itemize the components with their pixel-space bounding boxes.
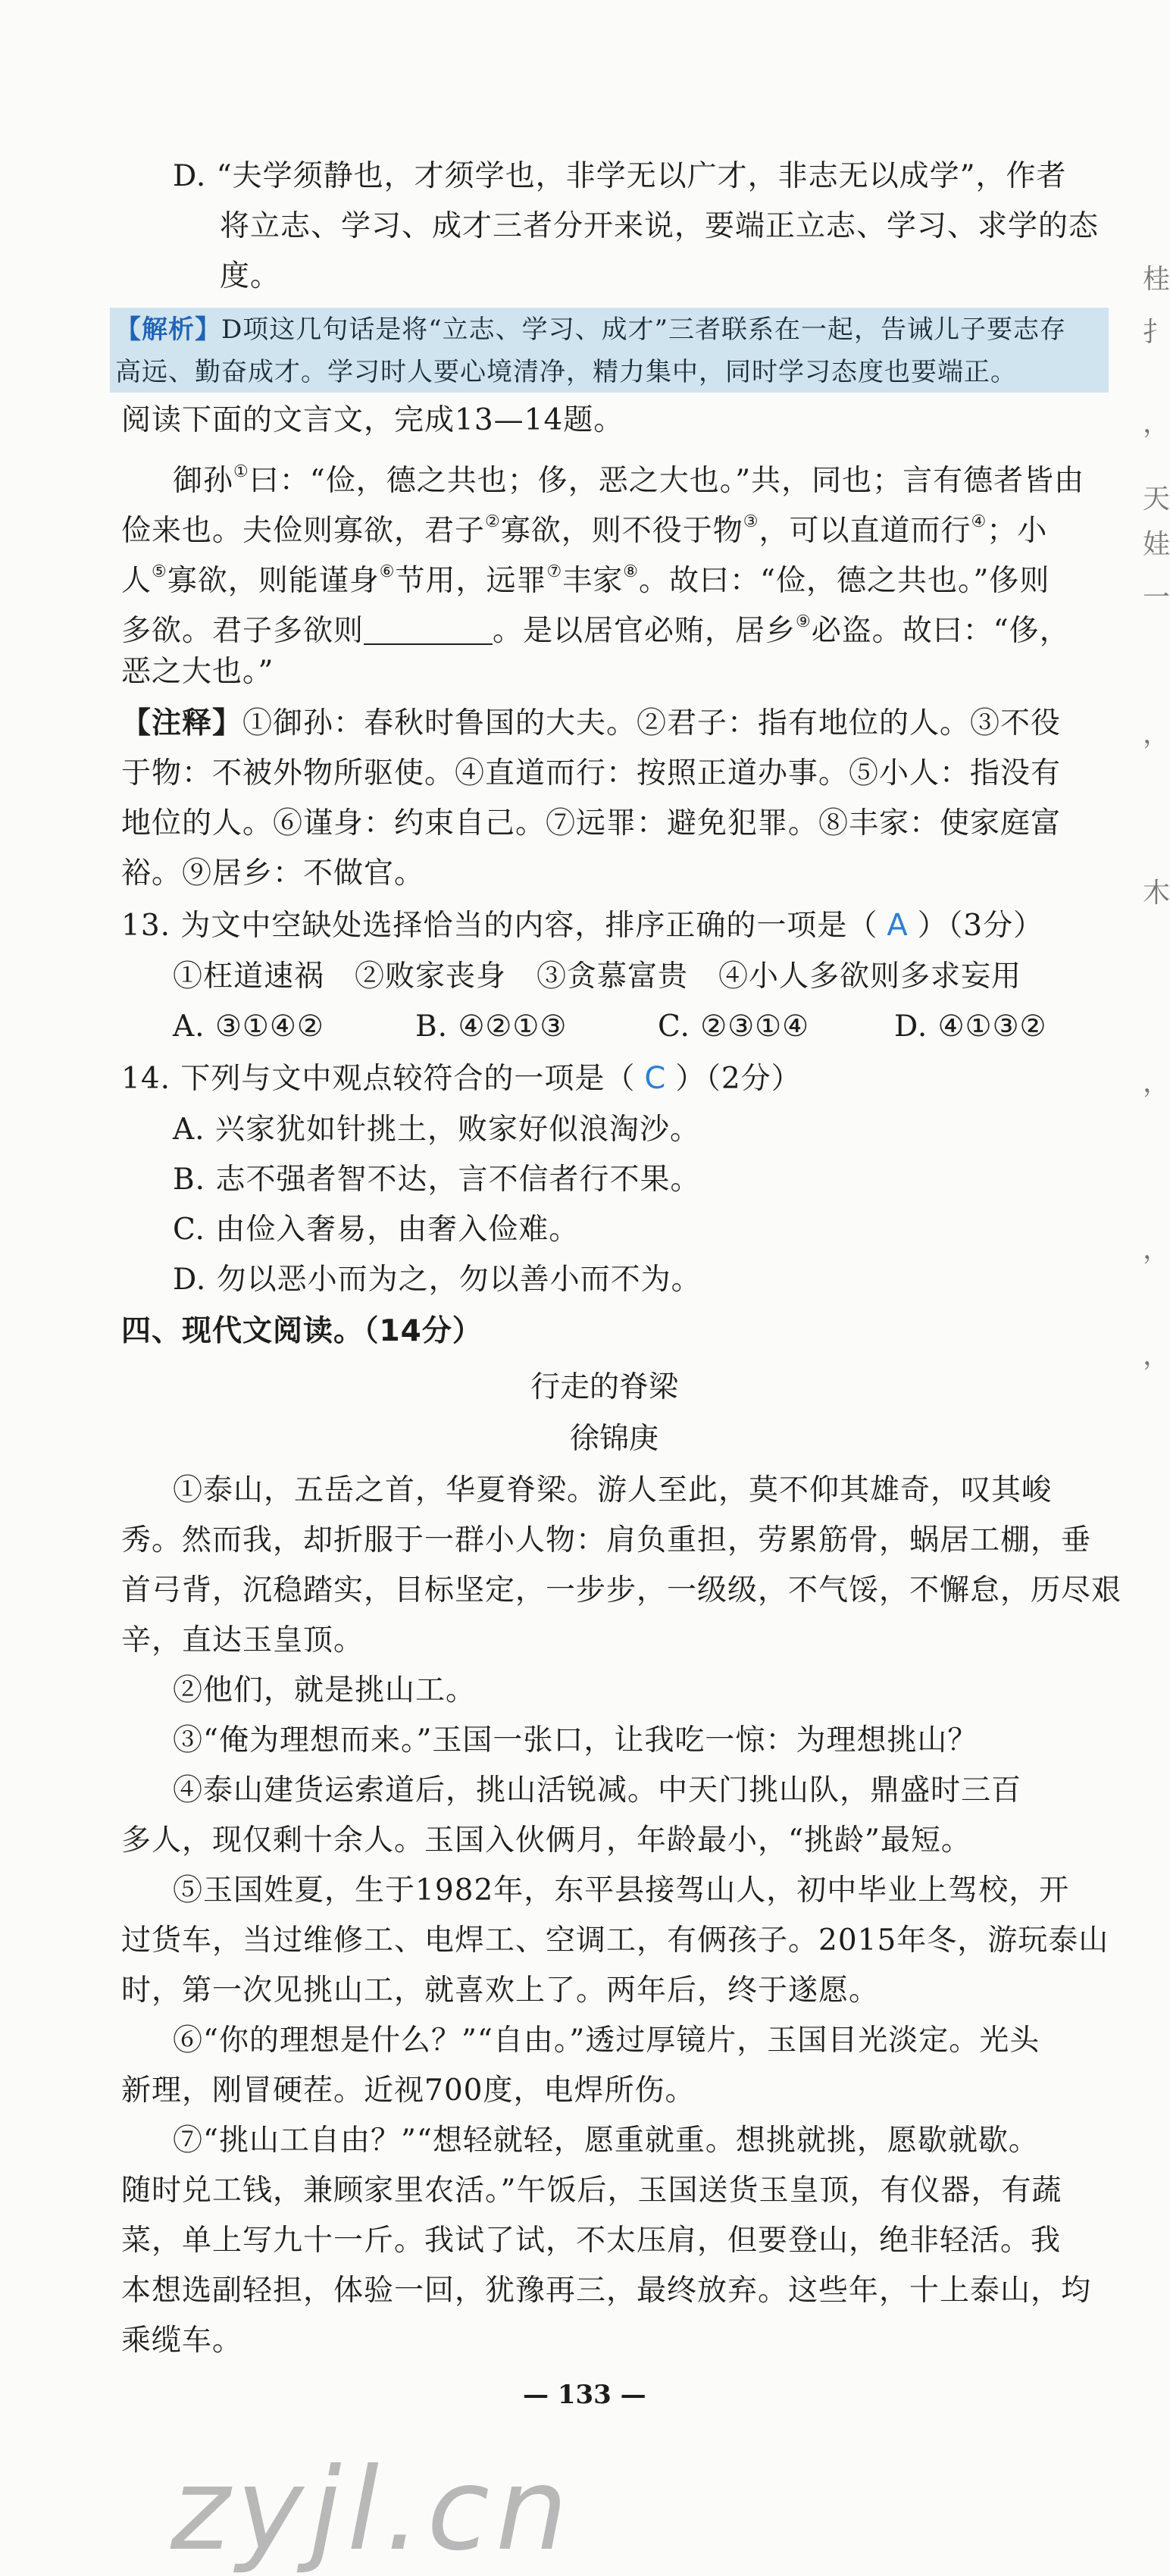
option-d-line3: 度。: [220, 259, 281, 293]
q13-stem: [121, 906, 1043, 945]
edge-char: ，: [1143, 408, 1170, 439]
text-run: 必盗。故曰：“侈，: [811, 614, 1070, 648]
text-run: 御孙: [173, 464, 234, 498]
text-run: 俭来也。夫俭则寡欲，君子: [121, 514, 486, 548]
article-p7-line4: 本想选副轻担，体验一回，犹豫再三，最终放弃。这些年，十上泰山，均: [121, 2274, 1092, 2308]
notes-line1: [121, 705, 1061, 743]
edge-char: 一: [1143, 582, 1170, 613]
edge-char: 桂: [1143, 264, 1170, 295]
edge-char: 扌: [1143, 317, 1170, 348]
text-run: 多欲。君子多欲则: [121, 614, 364, 648]
answer-blank: [364, 615, 493, 645]
text-run: 曰：“俭，德之共也；侈，恶之大也。”共，同也；言有德者皆由: [249, 464, 1085, 498]
q14-stem: [121, 1060, 802, 1098]
notes-text1: ①御孙：春秋时鲁国的大夫。②君子：指有地位的人。③不役: [242, 706, 1062, 740]
article-p7-line2: 随时兑工钱，兼顾家里农活。”午饭后，玉国送货玉皇顶，有仪器，有蔬: [121, 2174, 1062, 2208]
q14-score: ）（2分）: [675, 1062, 802, 1096]
analysis-line2: 高远、勤奋成才。学习时人要心境清净，精力集中，同时学习态度也要端正。: [115, 357, 1017, 387]
footnote-marker: ②: [485, 512, 501, 531]
footnote-marker: ④: [971, 512, 987, 531]
q13-option-c: C. ②③①④: [658, 1009, 810, 1044]
classical-line3: [121, 553, 1050, 600]
text-run: 寡欲，则能谨身: [167, 564, 380, 598]
analysis-tag: 【解析】: [115, 315, 221, 345]
footnote-marker: ③: [743, 512, 759, 531]
notes-line4: 裕。⑨居乡：不做官。: [121, 856, 425, 890]
q13-score: ）（3分）: [917, 909, 1044, 943]
option-d-line2: 将立志、学习、成才三者分开来说，要端正立志、学习、求学的态: [220, 209, 1100, 243]
footnote-marker: ⑤: [152, 562, 167, 581]
article-p1-line1: ①泰山，五岳之首，华夏脊梁。游人至此，莫不仰其雄奇，叹其峻: [173, 1473, 1053, 1507]
classical-line5: 恶之大也。”: [121, 655, 274, 689]
watermark-logo: zyjl.cn: [170, 2444, 574, 2576]
text-run: 人: [121, 564, 152, 598]
q13-answer: A: [887, 908, 909, 943]
notes-tag: 【注释】: [121, 706, 243, 740]
article-p1-line3: 首弓背，沉稳踏实，目标坚定，一步步，一级级，不气馁，不懈怠，历尽艰: [121, 1573, 1122, 1607]
text-run: ；小: [987, 514, 1048, 548]
text-run: ，可以直道而行: [759, 514, 971, 548]
q14-option-d: D. 勿以恶小而为之，勿以善小而不为。: [173, 1263, 702, 1297]
article-p5-line1: ⑤玉国姓夏，生于1982年，东平县接驾山人，初中毕业上驾校，开: [173, 1873, 1070, 1908]
analysis-line1: [115, 311, 1066, 349]
classical-line4: [121, 603, 1070, 650]
article-title: 行走的脊梁: [530, 1370, 679, 1404]
notes-line3: 地位的人。⑥谨身：约束自己。⑦远罪：避免犯罪。⑧丰家：使家庭富: [121, 806, 1062, 840]
footnote-marker: ⑧: [623, 562, 639, 581]
article-p4-line1: ④泰山建货运索道后，挑山活锐减。中天门挑山队，鼎盛时三百: [173, 1773, 1022, 1808]
article-p6-line1: ⑥“你的理想是什么？”“自由。”透过厚镜片，玉国目光淡定。光头: [173, 2024, 1040, 2058]
q14-option-c: C. 由俭入奢易，由奢入俭难。: [173, 1213, 580, 1247]
article-p1-line2: 秀。然而我，却折服于一群小人物：肩负重担，劳累筋骨，蜗居工棚，垂: [121, 1523, 1092, 1557]
footnote-marker: ⑨: [796, 612, 812, 631]
text-run: 丰家: [562, 564, 624, 598]
edge-char: ，: [1143, 1067, 1170, 1098]
article-p7-line3: 菜，单上写九十一斤。我试了试，不太压肩，但要登山，绝非轻活。我: [121, 2224, 1062, 2258]
q14-option-a: A. 兴家犹如针挑土，败家好似浪淘沙。: [173, 1113, 700, 1147]
article-p4-line2: 多人，现仅剩十余人。玉国入伙俩月，年龄最小，“挑龄”最短。: [121, 1823, 971, 1858]
q13-items: ①枉道速祸 ②败家丧身 ③贪慕富贵 ④小人多欲则多求妄用: [173, 959, 1022, 994]
footnote-marker: ⑥: [379, 562, 396, 581]
edge-char: ，: [1143, 1340, 1170, 1371]
article-p7-line1: ⑦“挑山工自由？”“想轻就轻，愿重就重。想挑就挑，愿歇就歇。: [173, 2124, 1039, 2158]
q13-option-b: B. ④②①③: [415, 1009, 568, 1044]
section-4-heading: 四、现代文阅读。（14分）: [121, 1314, 483, 1348]
article-author: 徐锦庚: [570, 1422, 659, 1456]
text-run: 节用，远罪: [395, 564, 547, 598]
reading-intro: 阅读下面的文言文，完成13—14题。: [121, 403, 624, 437]
article-p7-line5: 乘缆车。: [121, 2324, 243, 2358]
footnote-marker: ①: [233, 462, 249, 481]
edge-char: 木: [1143, 878, 1170, 909]
q14-answer: C: [644, 1061, 667, 1096]
q13-option-d: D. ④①③②: [894, 1009, 1047, 1044]
q13-stem-text: 13. 为文中空缺处选择恰当的内容，排序正确的一项是（: [121, 909, 878, 943]
edge-char: 娃: [1143, 529, 1170, 560]
classical-line1: [173, 453, 1084, 500]
article-p2: ②他们，就是挑山工。: [173, 1673, 477, 1707]
edge-char: 天: [1143, 484, 1170, 515]
text-run: 。故曰：“俭，德之共也。”侈则: [639, 564, 1050, 598]
q13-option-a: A. ③①④②: [173, 1009, 324, 1044]
article-p5-line3: 时，第一次见挑山工，就喜欢上了。两年后，终于遂愿。: [121, 1973, 880, 2008]
edge-char: ，: [1143, 718, 1170, 750]
notes-line2: 于物：不被外物所驱使。④直道而行：按照正道办事。⑤小人：指没有: [121, 756, 1062, 790]
edge-char: ，: [1143, 1234, 1170, 1265]
article-p1-line4: 辛，直达玉皇顶。: [121, 1623, 364, 1657]
text-run: 寡欲，则不役于物: [500, 514, 743, 548]
text-run: 。是以居官必贿，居乡: [493, 614, 796, 648]
article-p5-line2: 过货车，当过维修工、电焊工、空调工，有俩孩子。2015年冬，游玩泰山: [121, 1923, 1109, 1958]
analysis-text1: D项这几句话是将“立志、学习、成才”三者联系在一起，告诫儿子要志存: [221, 315, 1067, 345]
footnote-marker: ⑦: [546, 562, 563, 581]
classical-line2: [121, 503, 1047, 550]
page-number: — 133 —: [523, 2380, 646, 2410]
article-p3: ③“俺为理想而来。”玉国一张口，让我吃一惊：为理想挑山？: [173, 1723, 978, 1758]
q14-stem-text: 14. 下列与文中观点较符合的一项是（: [121, 1062, 636, 1096]
option-d-line1: D. “夫学须静也，才须学也，非学无以广才，非志无以成学”，作者: [173, 159, 1067, 193]
article-p6-line2: 新理，刚冒硬茬。近视700度，电焊所伤。: [121, 2074, 696, 2108]
q14-option-b: B. 志不强者智不达，言不信者行不果。: [173, 1163, 701, 1197]
